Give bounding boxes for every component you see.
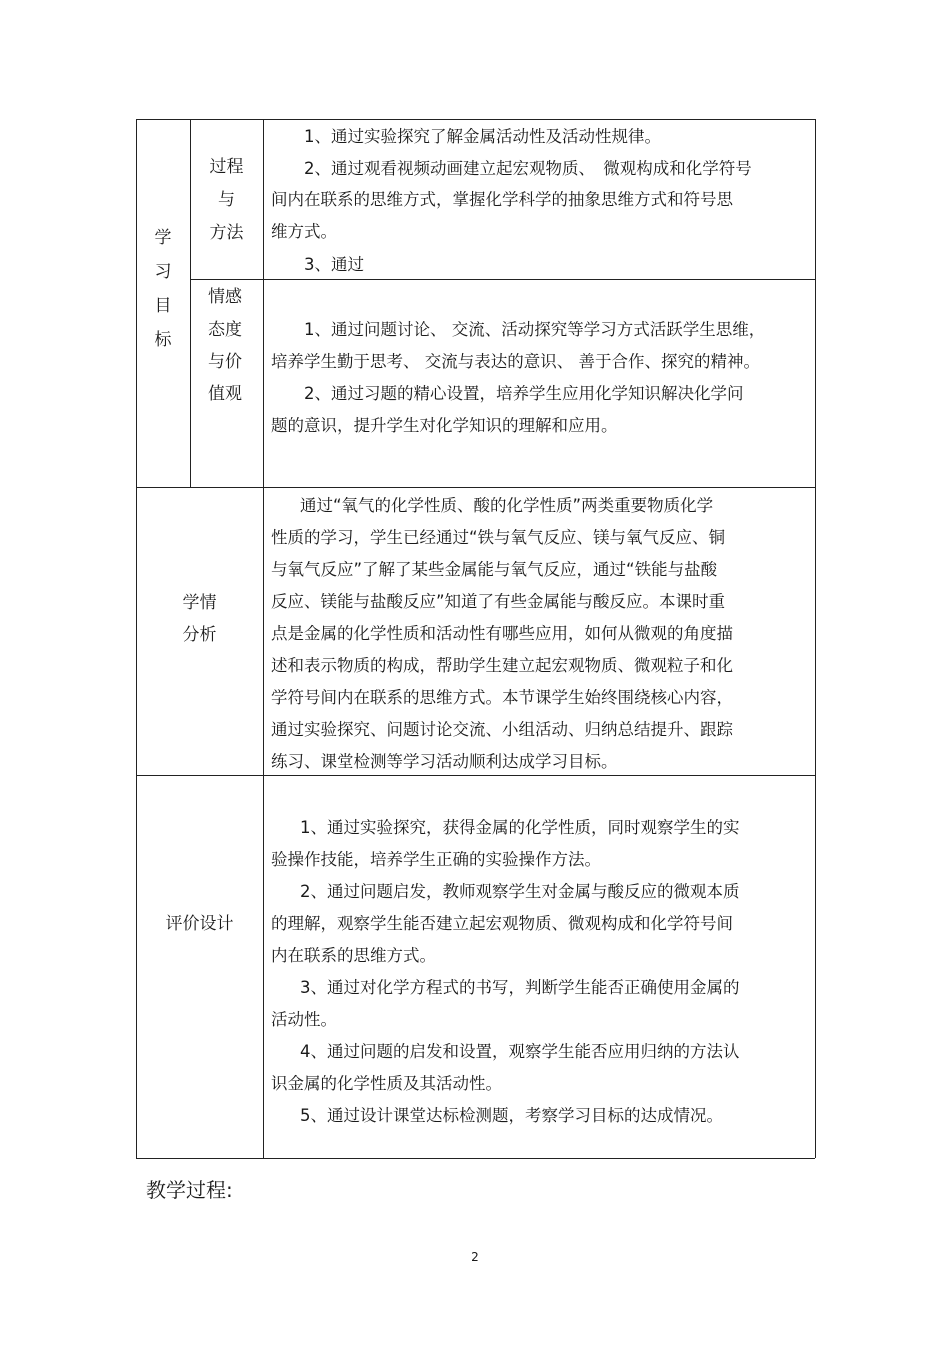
process-label-line: 过程 — [209, 157, 244, 177]
process-line: 维方式。 — [271, 222, 337, 241]
table-bottom-border — [136, 1158, 815, 1159]
eval-line: 2、通过问题启发，教师观察学生对金属与酸反应的微观本质 — [300, 882, 740, 901]
analysis-line: 通过“氧气的化学性质、酸的化学性质”两类重要物质化学 — [300, 496, 714, 515]
analysis-line: 反应、镁能与盐酸反应”知道了有些金属能与酸反应。本课时重 — [271, 592, 726, 611]
goals-label-char: 标 — [154, 330, 172, 350]
eval-line: 识金属的化学性质及其活动性。 — [271, 1074, 502, 1093]
process-line: 1、通过实验探究了解金属活动性及活动性规律。 — [304, 127, 661, 146]
emotion-line: 题的意识，提升学生对化学知识的理解和应用。 — [271, 416, 618, 435]
eval-line: 1、通过实验探究，获得金属的化学性质，同时观察学生的实 — [300, 818, 740, 837]
row-divider-analysis-eval — [136, 775, 815, 776]
table-right-border — [815, 119, 816, 1158]
analysis-line: 性质的学习，学生已经通过“铁与氧气反应、镁与氧气反应、铜 — [271, 528, 726, 547]
eval-line: 的理解，观察学生能否建立起宏观物质、微观构成和化学符号间 — [271, 914, 733, 933]
emotion-line: 2、通过习题的精心设置，培养学生应用化学知识解决化学问 — [304, 384, 744, 403]
process-line: 间内在联系的思维方式，掌握化学科学的抽象思维方式和符号思 — [271, 190, 733, 209]
section-heading: 教学过程: — [146, 1178, 233, 1202]
eval-line: 5、通过设计课堂达标检测题，考察学习目标的达成情况。 — [300, 1106, 723, 1125]
eval-line: 活动性。 — [271, 1010, 337, 1029]
analysis-label-line: 分析 — [182, 625, 217, 645]
analysis-line: 练习、课堂检测等学习活动顺利达成学习目标。 — [271, 752, 618, 771]
eval-line: 验操作技能，培养学生正确的实验操作方法。 — [271, 850, 601, 869]
emotion-label-line: 值观 — [208, 384, 242, 404]
process-line: 2、通过观看视频动画建立起宏观物质、 微观构成和化学符号 — [304, 159, 752, 178]
label-content-divider — [263, 119, 264, 1158]
eval-line: 4、通过问题的启发和设置，观察学生能否应用归纳的方法认 — [300, 1042, 740, 1061]
row-divider-process-emotion — [190, 279, 815, 280]
eval-line: 内在联系的思维方式。 — [271, 946, 436, 965]
goals-label-char: 目 — [154, 296, 172, 316]
emotion-label-line: 态度 — [208, 320, 242, 340]
goals-label-char: 习 — [154, 262, 172, 282]
analysis-line: 与氧气反应”了解了某些金属能与氧气反应，通过“铁能与盐酸 — [271, 560, 718, 579]
emotion-line: 培养学生勤于思考、 交流与表达的意识、 善于合作、探究的精神。 — [271, 352, 760, 371]
emotion-label-line: 与价 — [208, 352, 242, 372]
analysis-line: 学符号间内在联系的思维方式。本节课学生始终围绕核心内容， — [271, 688, 733, 707]
eval-line: 3、通过对化学方程式的书写，判断学生能否正确使用金属的 — [300, 978, 740, 997]
process-line: 3、通过 — [304, 255, 364, 274]
process-label-line: 方法 — [209, 223, 244, 243]
analysis-line: 通过实验探究、问题讨论交流、小组活动、归纳总结提升、跟踪 — [271, 720, 733, 739]
emotion-line: 1、通过问题讨论、 交流、活动探究等学习方式活跃学生思维， — [304, 320, 766, 339]
emotion-label-line: 情感 — [208, 287, 242, 307]
row-divider-goals-analysis — [136, 487, 815, 488]
analysis-line: 述和表示物质的构成，帮助学生建立起宏观物质、微观粒子和化 — [271, 656, 733, 675]
page-number: 2 — [471, 1250, 479, 1264]
process-label-line: 与 — [218, 190, 235, 210]
eval-label: 评价设计 — [165, 914, 234, 934]
goals-label-char: 学 — [154, 228, 172, 248]
analysis-label-line: 学情 — [182, 593, 217, 613]
analysis-line: 点是金属的化学性质和活动性有哪些应用，如何从微观的角度描 — [271, 624, 733, 643]
table-top-border — [136, 119, 815, 120]
